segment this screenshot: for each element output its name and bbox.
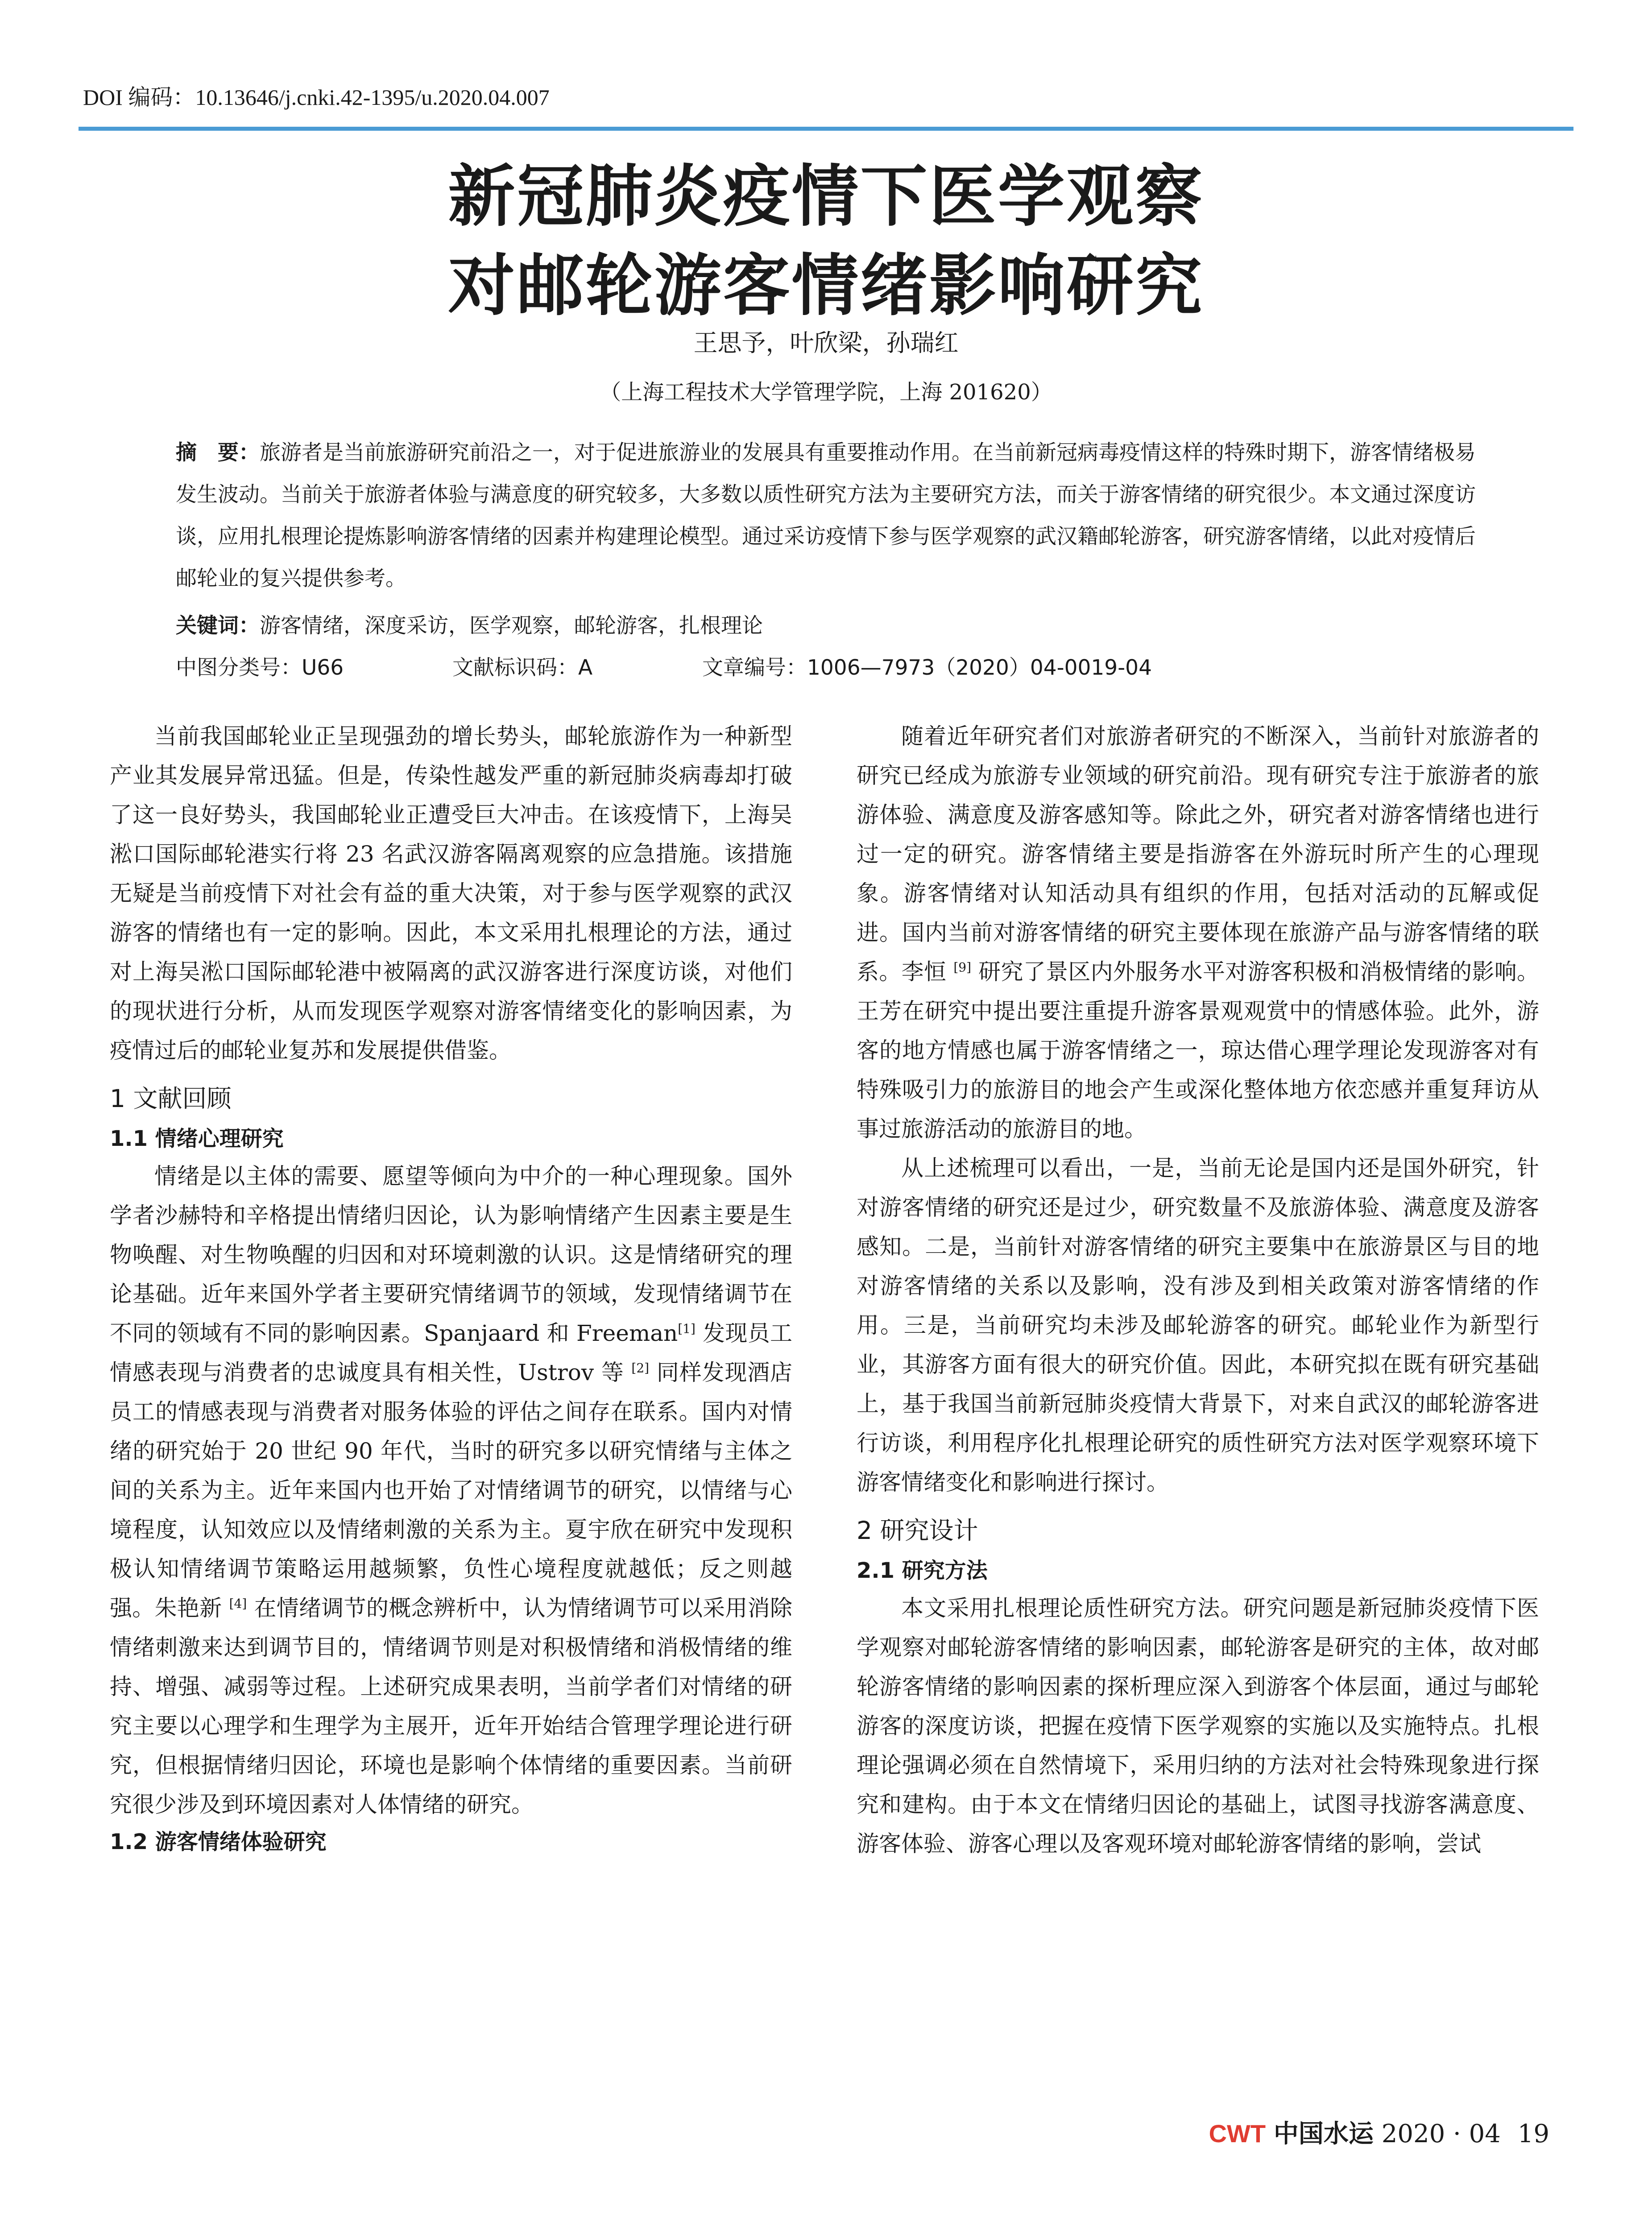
authors: 王思予，叶欣梁，孙瑞红	[693, 329, 959, 357]
subsection-2-1-heading: 2.1 研究方法	[857, 1558, 988, 1583]
issue-number: 2020 · 04	[1381, 2119, 1501, 2148]
abstract-label: 摘 要：	[176, 440, 260, 465]
clc-number: 中图分类号：U66	[176, 655, 344, 680]
affiliation: （上海工程技术大学管理学院，上海 201620）	[600, 380, 1052, 405]
document-code: 文献标识码：A	[452, 655, 593, 680]
paragraph-1-2	[857, 717, 1539, 1149]
text-run: 随着近年研究者们对旅游者研究的不断深入，当前针对旅游者的研究已经成为旅游专业领域的研究前沿。现有研究专注于旅游者的旅游体验、满意度及游客感知等。除此之外，研究者对游客情绪也进行过一定的研究。游客情绪主要是指游客在外游玩时所产生的心理现象。游客情绪对认知活动具有组织的作用，包括对活动的瓦解或促进。国内当前对游客情绪的研究主要体现在旅游产品与游客情绪的联系。李恒	[857, 723, 1539, 985]
magazine-name: 中国水运	[1273, 2119, 1374, 2148]
citation: [4]	[229, 1596, 247, 1611]
abstract-text: 旅游者是当前旅游研究前沿之一，对于促进旅游业的发展具有重要推动作用。在当前新冠病毒疫情这样的特殊时期下，游客情绪极易发生波动。当前关于旅游者体验与满意度的研究较多，大多数以质性研究方法为主要研究方法，而关于游客情绪的研究很少。本文通过深度访谈，应用扎根理论提炼影响游客情绪的因素并构建理论模型。通过采访疫情下参与医学观察的武汉籍邮轮游客，研究游客情绪，以此对疫情后邮轮业的复兴提供参考。	[176, 440, 1476, 591]
keywords-label: 关键词：	[176, 614, 260, 638]
keywords-text: 游客情绪，深度采访，医学观察，邮轮游客，扎根理论	[260, 614, 763, 638]
subsection-1-2-heading: 1.2 游客情绪体验研究	[110, 1829, 327, 1854]
title-line-2: 对邮轮游客情绪影响研究	[448, 246, 1204, 325]
keywords	[176, 605, 1478, 647]
text-run: 研究了景区内外服务水平对游客积极和消极情绪的影响。王芳在研究中提出要注重提升游客景观观赏中的情感体验。此外，游客的地方情感也属于游客情绪之一，琼达借心理学理论发现游客对有特殊吸引力的旅游目的地会产生或深化整体地方依恋感并重复拜访从事过旅游活动的旅游目的地。	[857, 959, 1539, 1142]
intro-paragraph: 当前我国邮轮业正呈现强劲的增长势头，邮轮旅游作为一种新型产业其发展异常迅猛。但是，传染性越发严重的新冠肺炎病毒却打破了这一良好势头，我国邮轮业正遭受巨大冲击。在该疫情下，上海吴淞口国际邮轮港实行将 23 名武汉游客隔离观察的应急措施。该措施无疑是当前疫情下对社会有益的重大决策，对于参与医学观察的武汉游客的情绪也有一定的影响。因此，本文采用扎根理论的方法，通过对上海吴淞口国际邮轮港中被隔离的武汉游客进行深度访谈，对他们的现状进行分析，从而发现医学观察对游客情绪变化的影响因素，为疫情过后的邮轮业复苏和发展提供借鉴。	[110, 723, 792, 1063]
page-footer	[1209, 2114, 1549, 2150]
citation: [1]	[678, 1321, 696, 1336]
title-line-1: 新冠肺炎疫情下医学观察	[448, 157, 1204, 236]
text-run: 同样发现酒店员工的情感表现与消费者对服务体验的评估之间存在联系。国内对情绪的研究始于 20 世纪 90 年代，当时的研究多以研究情绪与主体之间的关系为主。近年来国内也开始了对情绪调节的研究，以情绪与心境程度，认知效应以及情绪刺激的关系为主。夏宇欣在研究中发现积极认知情绪调节策略运用越频繁，负性心境程度就越低；反之则越强。朱艳新	[110, 1360, 792, 1621]
classification-line	[176, 647, 1152, 689]
article-number: 文章编号：1006—7973（2020）04-0019-04	[702, 655, 1152, 680]
doi-line: DOI 编码：10.13646/j.cnki.42-1395/u.2020.04.007	[83, 85, 550, 110]
paragraph-1-1	[110, 1157, 792, 1824]
paragraph-2-1: 本文采用扎根理论质性研究方法。研究问题是新冠肺炎疫情下医学观察对邮轮游客情绪的影响因素，邮轮游客是研究的主体，故对邮轮游客情绪的影响因素的探析理应深入到游客个体层面，通过与邮轮游客的深度访谈，把握在疫情下医学观察的实施以及实施特点。扎根理论强调必须在自然情境下，采用归纳的方法对社会特殊现象进行探究和建构。由于本文在情绪归因论的基础上，试图寻找游客满意度、游客体验、游客心理以及客观环境对邮轮游客情绪的影响，尝试	[857, 1595, 1539, 1857]
abstract	[176, 432, 1478, 600]
citation: [9]	[953, 960, 971, 975]
text-run: 情绪是以主体的需要、愿望等倾向为中介的一种心理现象。国外学者沙赫特和辛格提出情绪归因论，认为影响情绪产生因素主要是生物唤醒、对生物唤醒的归因和对环境刺激的认识。这是情绪研究的理论基础。近年来国外学者主要研究情绪调节的领域，发现情绪调节在不同的领域有不同的影响因素。Spanjaard 和 Freeman	[110, 1163, 792, 1346]
paragraph-summary: 从上述梳理可以看出，一是，当前无论是国内还是国外研究，针对游客情绪的研究还是过少，研究数量不及旅游体验、满意度及游客感知。二是，当前针对游客情绪的研究主要集中在旅游景区与目的地对游客情绪的关系以及影响，没有涉及到相关政策对游客情绪的作用。三是，当前研究均未涉及邮轮游客的研究。邮轮业作为新型行业，其游客方面有很大的研究价值。因此，本研究拟在既有研究基础上，基于我国当前新冠肺炎疫情大背景下，对来自武汉的邮轮游客进行访谈，利用程序化扎根理论研究的质性研究方法对医学观察环境下游客情绪变化和影响进行探讨。	[857, 1155, 1539, 1495]
citation: [2]	[631, 1360, 650, 1376]
text-run: 在情绪调节的概念辨析中，认为情绪调节可以采用消除情绪刺激来达到调节目的，情绪调节则是对积极情绪和消极情绪的维持、增强、减弱等过程。上述研究成果表明，当前学者们对情绪的研究主要以心理学和生理学为主展开，近年开始结合管理学理论进行研究，但根据情绪归因论，环境也是影响个体情绪的重要因素。当前研究很少涉及到环境因素对人体情绪的研究。	[110, 1595, 792, 1817]
section-1-heading: 1 文献回顾	[110, 1084, 232, 1113]
left-column	[110, 717, 792, 1860]
text-run: 发现员工情感表现与消费者的忠诚度具有相关性，Ustrov 等	[110, 1320, 792, 1385]
subsection-1-1-heading: 1.1 情绪心理研究	[110, 1126, 284, 1151]
article-title	[0, 152, 1652, 330]
header-rule	[79, 127, 1573, 131]
cwt-logo: CWT	[1209, 2119, 1266, 2148]
page-number: 19	[1517, 2119, 1549, 2148]
section-2-heading: 2 研究设计	[857, 1516, 978, 1545]
right-column	[857, 717, 1539, 1863]
